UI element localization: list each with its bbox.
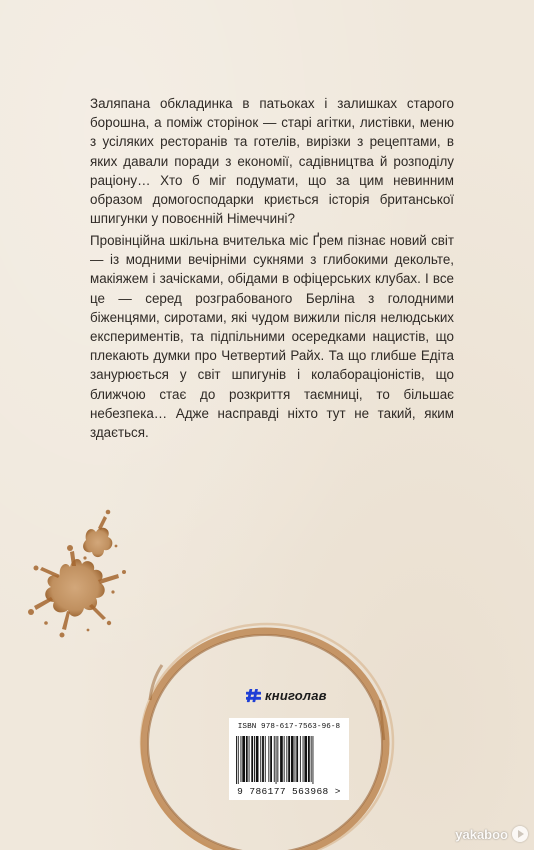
yakaboo-play-icon: [512, 826, 528, 842]
barcode-bar: [280, 736, 283, 782]
barcode-bar: [295, 736, 296, 782]
coffee-splatter-stain: [28, 545, 126, 638]
barcode-bar: [286, 736, 287, 782]
barcode-bar: [246, 736, 248, 782]
publisher-hash-icon: [246, 688, 261, 703]
barcode-bar: [242, 736, 245, 782]
barcode-bar: [270, 736, 272, 782]
barcode-bar: [241, 736, 242, 782]
barcode-bar: [251, 736, 253, 782]
barcode-bar: [311, 736, 312, 782]
barcode-bar: [268, 736, 269, 782]
publisher-name: книголав: [265, 687, 327, 703]
barcode-bar: [276, 736, 277, 784]
barcode-bar: [313, 736, 314, 784]
blurb-paragraph-1: Заляпана обкладинка в патьоках і залишках старого борошна, а поміж сторінок — старі агітки, листівки, меню з усіляких ресторанів та готелів, вирізки з рецептами, в яких давали поради з економії, садівництва й розподілу раціону… Хто б міг подумати, що за цим невинним образом домогосподарки криється історія британської шпигунки у повоєнній Німеччині?: [90, 96, 454, 227]
barcode-bar: [308, 736, 310, 782]
yakaboo-watermark: [455, 826, 528, 842]
barcode-bars: [236, 736, 342, 784]
barcode-bar: [254, 736, 255, 782]
barcode-bar: [236, 736, 237, 784]
barcode-bar: [277, 736, 278, 782]
barcode-bar: [288, 736, 290, 782]
publisher-logo: [246, 686, 327, 704]
coffee-drip-stain: [83, 510, 117, 560]
barcode-bar: [284, 736, 285, 782]
barcode-bar: [238, 736, 239, 784]
barcode-bar: [256, 736, 259, 782]
watermark-text: yakaboo: [455, 826, 508, 842]
barcode-bar: [260, 736, 261, 782]
barcode-bar: [296, 736, 298, 782]
barcode-bar: [249, 736, 250, 782]
barcode-bar: [304, 736, 307, 782]
barcode-digits: 9 786177 563968 >: [237, 786, 341, 797]
barcode-bar: [265, 736, 266, 782]
blurb-paragraph-2: Провінційна шкільна вчителька міс Ґрем пізнає новий світ — із модними вечірніми сукнями з глибокими декольте, макіяжем і зачісками, обідами в офіцерських клубах. І все це — серед розграбованого Берліна з голодними біженцями, сиротами, які чудом вижили після нелюдських експериментів, та підпільними осередками нацистів, що плекають думки про Четвертий Райх. Та що глибше Едіта занурюється у світ шпигунів і колабораціоністів, що ближчою стає до розкриття таємниці, то більшає небезпека… Адже насправді ніхто тут не такий, яким здається.: [90, 233, 454, 441]
barcode-bar: [274, 736, 275, 782]
isbn-barcode: [229, 718, 349, 800]
barcode-bar: [300, 736, 301, 782]
barcode-bar: [303, 736, 304, 782]
isbn-label: ISBN 978-617-7563-96-8: [237, 723, 341, 731]
barcode-bar: [262, 736, 264, 782]
barcode-bar: [291, 736, 294, 782]
